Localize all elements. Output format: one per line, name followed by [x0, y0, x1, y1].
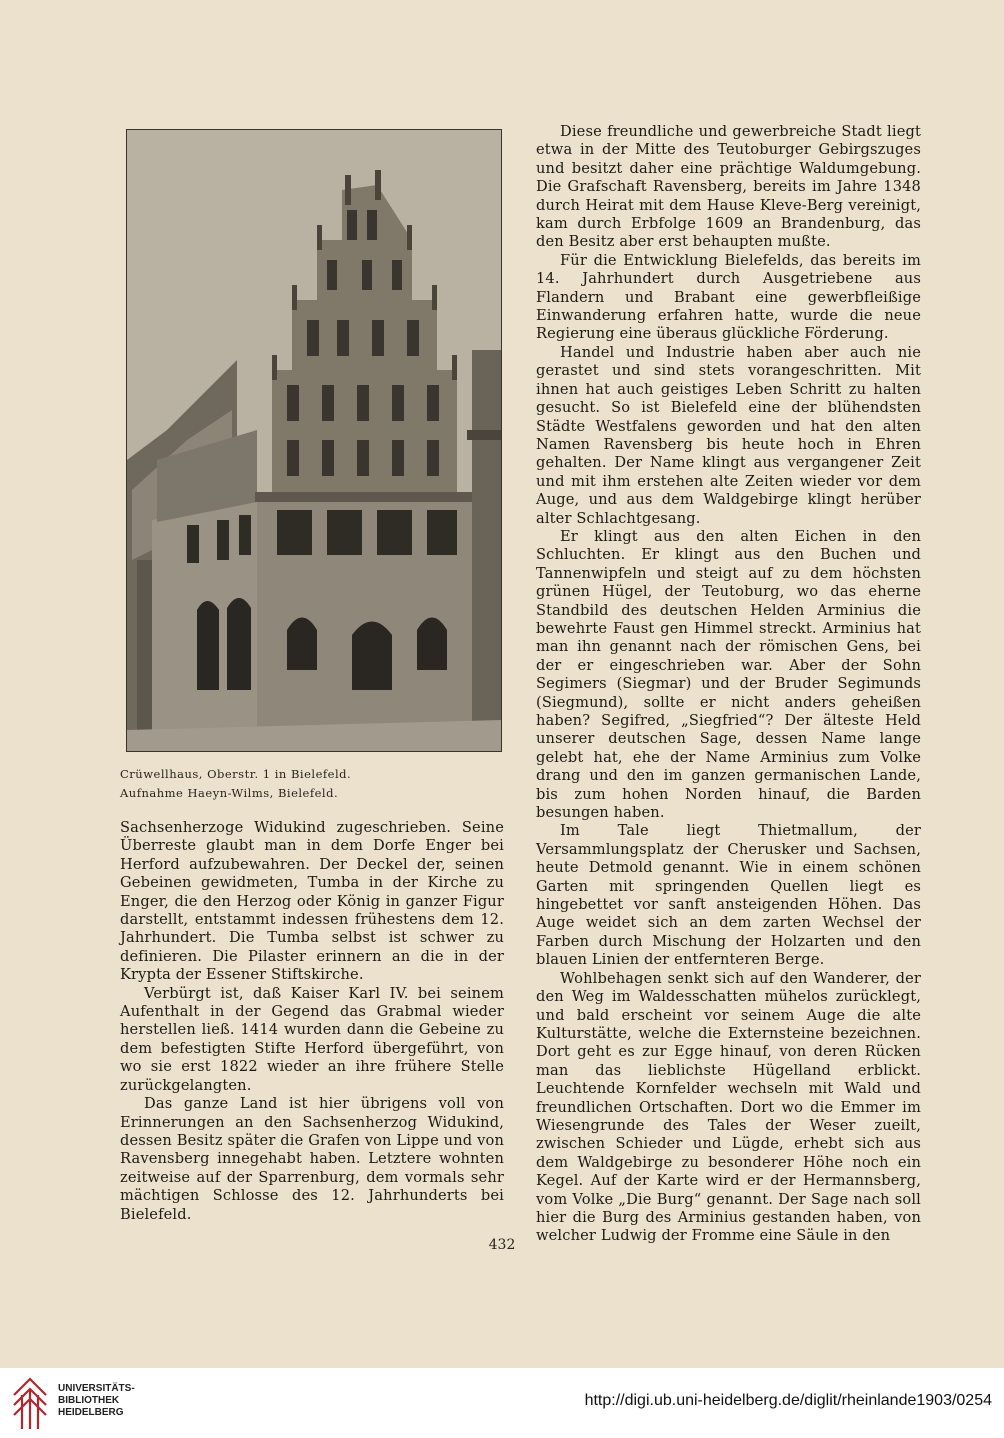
- right-paragraph-5: Im Tale liegt Thietmallum, der Versammlungsplatz der Cherusker und Sachsen, heute Detmold genannt. Wie in einem schönen Garten mit springenden Quellen liegt es hingebettet vor sanft ansteigenden Höhen. Das Auge weidet sich an dem zarten Wechsel der Farben durch Mischung der Holzarten und den blauen Linien der entfernteren Berge.: [536, 822, 921, 969]
- library-name: [58, 1383, 135, 1419]
- library-name-line-3: HEIDELBERG: [58, 1407, 124, 1418]
- right-paragraph-1: Diese freundliche und gewerbreiche Stadt liegt etwa in der Mitte des Teutoburger Gebirgszuges und besitzt daher eine prächtige Waldumgebung. Die Grafschaft Ravensberg, bereits im Jahre 1348 durch Heirat mit dem Hause Kleve-Berg vereinigt, kam durch Erbfolge 1609 an Brandenburg, das den Besitz aber erst behaupten mußte.: [536, 123, 921, 251]
- left-text-column: [120, 819, 504, 1224]
- page-number: 432: [488, 1237, 516, 1253]
- library-name-line-2: BIBLIOTHEK: [58, 1395, 120, 1406]
- building-photograph: [126, 129, 502, 752]
- cruewellhaus-illustration: [127, 130, 501, 751]
- right-paragraph-3: Handel und Industrie haben aber auch nie gerastet und sind stets vorangeschritten. Mit ihnen hat auch geistiges Leben Schritt zu halten gesucht. So ist Bielefeld eine der blühendsten Städte Westfalens geworden und hat den alten Namen Ravensberg bis heute hoch in Ehren gehalten. Der Name klingt aus vergangener Zeit und mit ihm erstehen alte Zeiten wieder vor dem Auge, und aus dem Waldgebirge klingt herüber alter Schlachtgesang.: [536, 343, 921, 527]
- left-paragraph-2: Verbürgt ist, daß Kaiser Karl IV. bei seinem Aufenthalt in der Gegend das Grabmal wieder herstellen ließ. 1414 wurden dann die Gebeine zu dem befestigten Stifte Herford übergeführt, von wo sie erst 1822 wieder an ihre frühere Stelle zurückgelangten.: [120, 984, 504, 1094]
- photo-caption-title: Crüwellhaus, Oberstr. 1 in Bielefeld.: [120, 767, 352, 781]
- left-paragraph-1: Sachsenherzoge Widukind zugeschrieben. Seine Überreste glaubt man in dem Dorfe Enger bei Herford aufzubewahren. Der Deckel der, seinen Gebeinen gewidmeten, Tumba in der Kirche zu Enger, die den Herzog oder König in ganzer Figur darstellt, entstammt indessen frühestens dem 12. Jahrhundert. Die Tumba selbst ist schwer zu definieren. Die Pilaster erinnern an die in der Krypta der Essener Stiftskirche.: [120, 819, 504, 984]
- left-paragraph-3: Das ganze Land ist hier übrigens voll von Erinnerungen an den Sachsenherzog Widukind, dessen Besitz später die Grafen von Lippe und von Ravensberg innegehabt haben. Letztere wohnten zeitweise auf der Sparrenburg, dem vormals sehr mächtigen Schlosse des 12. Jahrhunderts bei Bielefeld.: [120, 1095, 504, 1223]
- photo-caption-credit: Aufnahme Haeyn-Wilms, Bielefeld.: [120, 786, 339, 800]
- library-name-line-1: UNIVERSITÄTS-: [58, 1383, 135, 1394]
- right-text-column: [536, 123, 921, 1246]
- right-paragraph-6: Wohlbehagen senkt sich auf den Wanderer, der den Weg im Waldesschatten mühelos zurücklegt, und bald erscheint vor seinem Auge die alte Kulturstätte, welche die Externsteine bezeichnen. Dort geht es zur Egge hinauf, von deren Rücken man das lieblichste Hügelland erblickt. Leuchtende Kornfelder wechseln mit Wald und freundlichen Ortschaften. Dort wo die Emmer im Wiesengrunde des Tales der Weser zueilt, zwischen Schieder und Lügde, erhebt sich aus dem Waldgebirge zu besonderer Höhe noch ein Kegel. Auf der Karte wird er der Hermannsberg, vom Volke „Die Burg“ genannt. Der Sage nach soll hier die Burg des Arminius gestanden haben, von welcher Ludwig der Fromme eine Säule in den: [536, 969, 921, 1245]
- library-logo-icon[interactable]: [10, 1375, 50, 1433]
- document-url-link[interactable]: http://digi.ub.uni-heidelberg.de/diglit/rheinlande1903/0254: [584, 1392, 992, 1409]
- right-paragraph-2: Für die Entwicklung Bielefelds, das bereits im 14. Jahrhundert durch Ausgetriebene aus Flandern und Brabant eine gewerbfleißige Einwanderung erfahren hatte, wurde die neue Regierung eine überaus glückliche Förderung.: [536, 251, 921, 343]
- right-paragraph-4: Er klingt aus den alten Eichen in den Schluchten. Er klingt aus den Buchen und Tannenwipfeln und steigt auf zu dem höchsten grünen Hügel, der Teutoburg, wo das eherne Standbild des deutschen Helden Arminius die bewehrte Faust gen Himmel streckt. Arminius hat man ihn genannt nach der römischen Gens, bei der er eingeschrieben war. Aber der Sohn Segimers (Siegmar) und der Bruder Segimunds (Siegmund), sollte er nicht anders geheißen haben? Segifred, „Siegfried“? Der älteste Held unserer deutschen Sage, dessen Name lange gelebt hat, ehe der Name Arminius zum Volke drang und den im ganzen germanischen Lande, bis zum hohen Norden hinauf, die Barden besungen haben.: [536, 527, 921, 822]
- footer-bar: [0, 1368, 1004, 1438]
